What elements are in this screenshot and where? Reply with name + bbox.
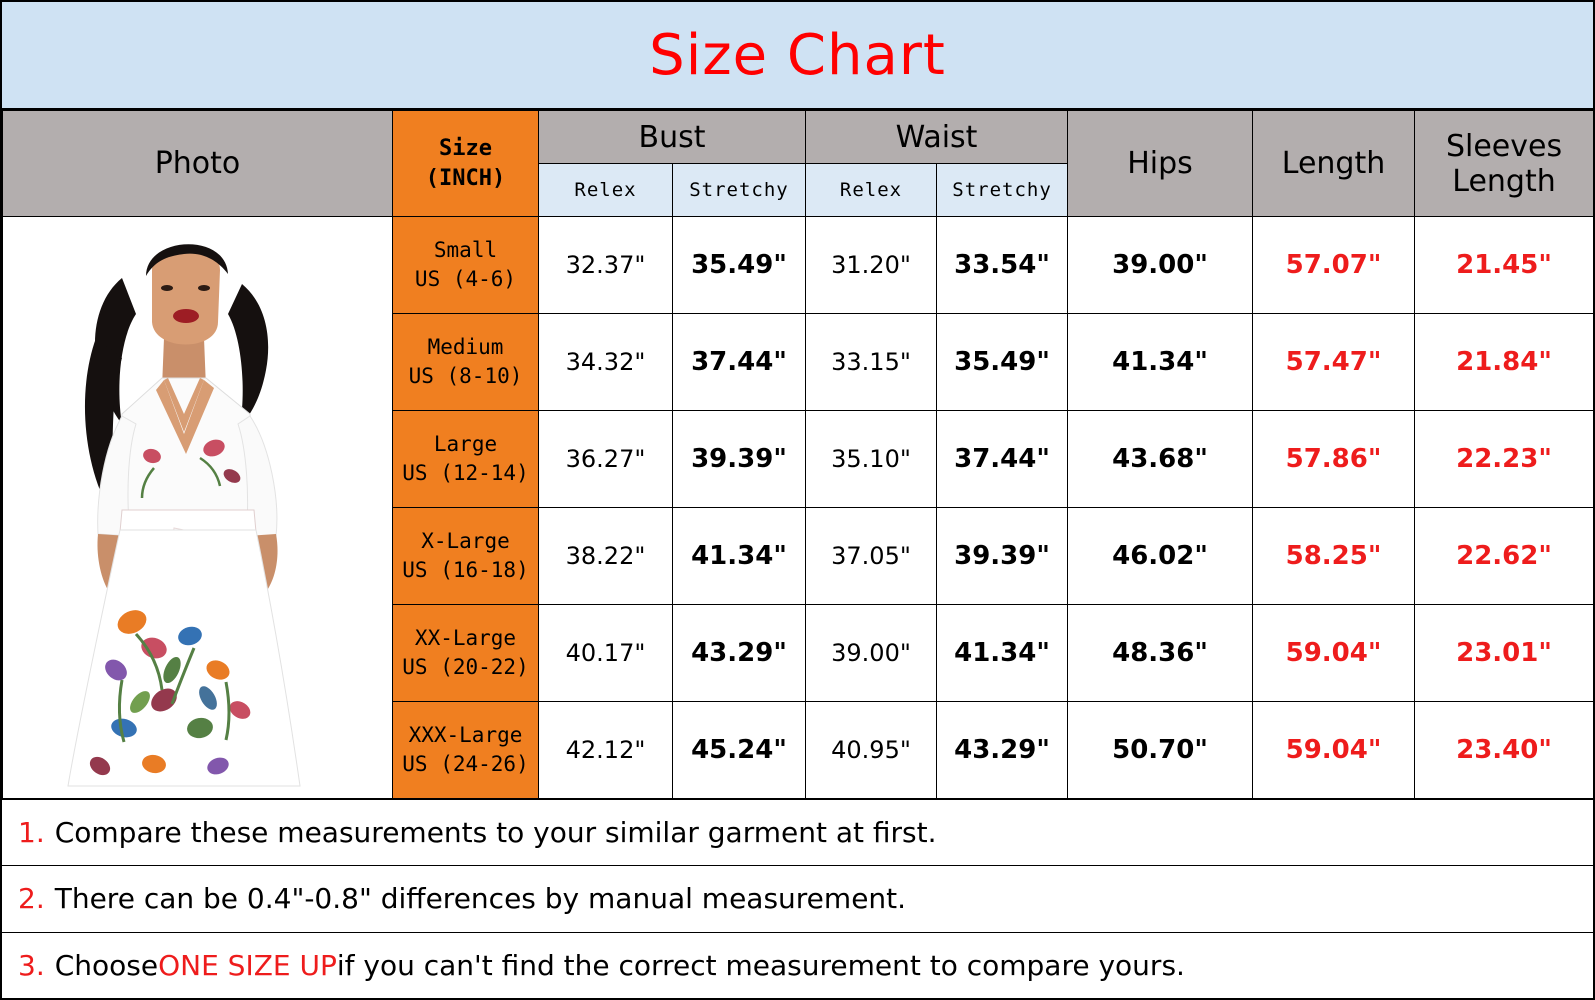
size-label-cell: [393, 508, 539, 605]
note-number: 2.: [18, 882, 45, 916]
header-photo: Photo: [3, 111, 393, 217]
bust-stretchy-value: 45.24": [673, 702, 806, 799]
hips-value: 39.00": [1068, 217, 1253, 314]
hips-value: 50.70": [1068, 702, 1253, 799]
table-row: [3, 217, 1594, 314]
header-waist: Waist: [806, 111, 1068, 164]
size-label-cell: [393, 217, 539, 314]
size-name: XXX-Large: [408, 722, 523, 747]
size-us: US (12-14): [402, 461, 529, 485]
length-value: 59.04": [1253, 702, 1415, 799]
waist-relax-value: 40.95": [806, 702, 937, 799]
dress-illustration-icon: [4, 218, 392, 798]
bust-relax-value: 38.22": [539, 508, 673, 605]
bust-relax-value: 36.27": [539, 411, 673, 508]
size-name: XX-Large: [414, 625, 517, 650]
sleeves-length-value: 21.84": [1415, 314, 1594, 411]
bust-relax-value: 42.12": [539, 702, 673, 799]
note-text-pre: Choose: [54, 948, 159, 982]
length-value: 59.04": [1253, 605, 1415, 702]
size-name: X-Large: [421, 528, 510, 553]
size-us: US (8-10): [408, 364, 523, 388]
header-bust-relax: Relex: [539, 164, 673, 217]
sleeves-length-value: 23.40": [1415, 702, 1594, 799]
note-text: Compare these measurements to your similar garment at first.: [54, 816, 937, 850]
waist-stretchy-value: 35.49": [937, 314, 1068, 411]
hips-value: 41.34": [1068, 314, 1253, 411]
size-label-cell: [393, 702, 539, 799]
note-text-post: if you can't find the correct measurement to compare yours.: [336, 948, 1185, 982]
note-item: [2, 933, 1593, 998]
sleeves-length-value: 23.01": [1415, 605, 1594, 702]
length-value: 57.47": [1253, 314, 1415, 411]
size-name: Large: [433, 431, 498, 456]
header-size-line1: Size: [439, 135, 492, 161]
length-value: 57.86": [1253, 411, 1415, 508]
bust-relax-value: 40.17": [539, 605, 673, 702]
header-waist-relax: Relex: [806, 164, 937, 217]
hips-value: 43.68": [1068, 411, 1253, 508]
title-bar: [2, 2, 1593, 110]
header-sleeves-line1: Sleeves: [1445, 128, 1563, 164]
size-us: US (20-22): [402, 655, 529, 679]
length-value: 57.07": [1253, 217, 1415, 314]
bust-stretchy-value: 35.49": [673, 217, 806, 314]
size-name: Small: [433, 237, 498, 262]
size-us: US (16-18): [402, 558, 529, 582]
product-photo-cell: [3, 217, 393, 799]
header-waist-stretchy: Stretchy: [937, 164, 1068, 217]
size-name: Medium: [427, 334, 504, 359]
note-number: 1.: [18, 816, 45, 850]
waist-stretchy-value: 41.34": [937, 605, 1068, 702]
sleeves-length-value: 21.45": [1415, 217, 1594, 314]
note-highlight: ONE SIZE UP: [158, 948, 337, 982]
hips-value: 46.02": [1068, 508, 1253, 605]
note-number: 3.: [18, 948, 45, 982]
bust-relax-value: 34.32": [539, 314, 673, 411]
note-item: [2, 866, 1593, 932]
sleeves-length-value: 22.23": [1415, 411, 1594, 508]
page-title: Size Chart: [649, 22, 946, 88]
bust-relax-value: 32.37": [539, 217, 673, 314]
header-bust: Bust: [539, 111, 806, 164]
header-hips: Hips: [1068, 111, 1253, 217]
header-bust-stretchy: Stretchy: [673, 164, 806, 217]
size-label-cell: [393, 411, 539, 508]
size-chart-table: [2, 110, 1594, 799]
bust-stretchy-value: 43.29": [673, 605, 806, 702]
waist-relax-value: 35.10": [806, 411, 937, 508]
note-item: [2, 800, 1593, 866]
size-label-cell: [393, 314, 539, 411]
waist-stretchy-value: 33.54": [937, 217, 1068, 314]
waist-relax-value: 31.20": [806, 217, 937, 314]
table-header-row-1: [3, 111, 1594, 164]
header-sleeves-length: [1415, 111, 1594, 217]
waist-stretchy-value: 43.29": [937, 702, 1068, 799]
note-text: There can be 0.4"-0.8" differences by manual measurement.: [54, 882, 907, 916]
waist-stretchy-value: 39.39": [937, 508, 1068, 605]
bust-stretchy-value: 37.44": [673, 314, 806, 411]
waist-relax-value: 33.15": [806, 314, 937, 411]
header-length: Length: [1253, 111, 1415, 217]
waist-stretchy-value: 37.44": [937, 411, 1068, 508]
hips-value: 48.36": [1068, 605, 1253, 702]
header-sleeves-line2: Length: [1452, 163, 1556, 199]
length-value: 58.25": [1253, 508, 1415, 605]
bust-stretchy-value: 39.39": [673, 411, 806, 508]
size-label-cell: [393, 605, 539, 702]
size-us: US (4-6): [414, 267, 517, 291]
product-photo: [3, 218, 392, 798]
notes-section: [2, 799, 1593, 998]
header-size: [393, 111, 539, 217]
sleeves-length-value: 22.62": [1415, 508, 1594, 605]
waist-relax-value: 39.00": [806, 605, 937, 702]
size-us: US (24-26): [402, 752, 529, 776]
waist-relax-value: 37.05": [806, 508, 937, 605]
bust-stretchy-value: 41.34": [673, 508, 806, 605]
header-size-line2: (INCH): [425, 165, 506, 191]
